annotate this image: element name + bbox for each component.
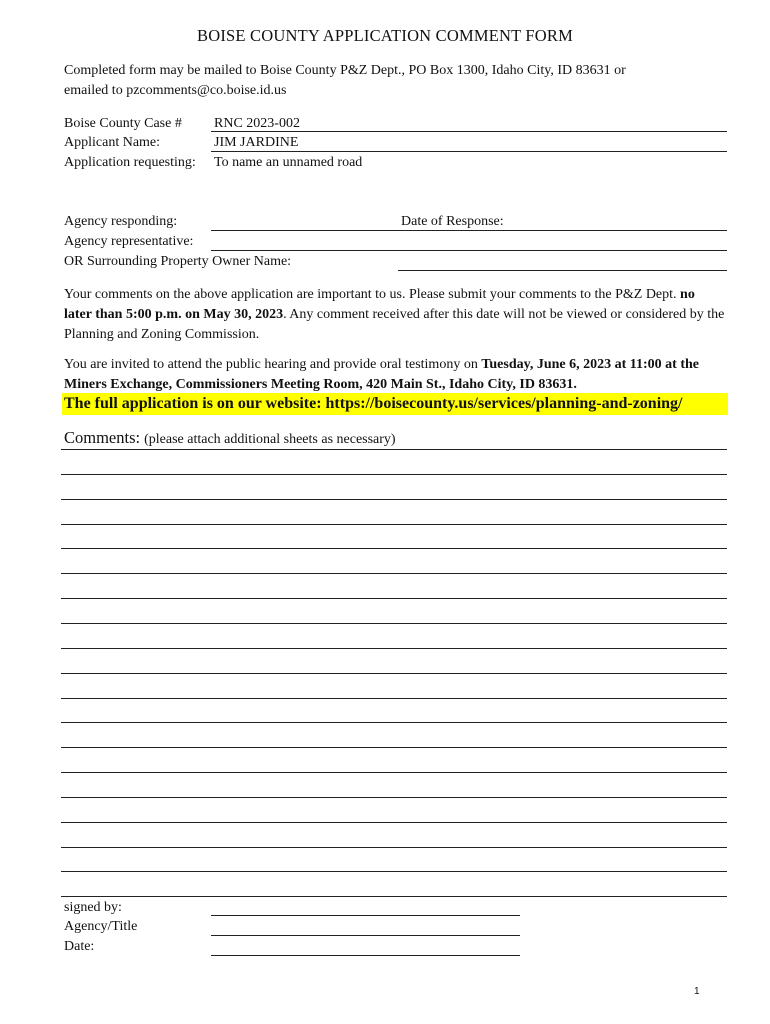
signature-date-field[interactable] (211, 955, 520, 956)
comment-line[interactable] (61, 847, 727, 848)
application-requesting-label: Application requesting: (64, 155, 196, 170)
comment-line[interactable] (61, 449, 727, 450)
comment-deadline: no later than 5:00 p.m. on May 30, 2023 (64, 287, 695, 322)
case-number-label: Boise County Case # (64, 116, 182, 131)
comment-line[interactable] (61, 871, 727, 872)
comments-subtitle: (please attach additional sheets as necessary) (144, 432, 396, 447)
signature-date-label: Date: (64, 939, 95, 954)
case-number-line (211, 131, 727, 132)
comment-line[interactable] (61, 623, 727, 624)
comment-deadline-notice: Your comments on the above application are important to us. Please submit your comments to the P&Z Dept. no later than 5:00 p.m. on May 30, 2023. Any comment received after this date will not be viewed or considered by the Planning and Zoning Commission. (64, 287, 725, 342)
comments-heading (64, 428, 396, 448)
comment-line[interactable] (61, 573, 727, 574)
comment-line[interactable] (61, 698, 727, 699)
instructions-line-1: Completed form may be mailed to Boise County P&Z Dept., PO Box 1300, Idaho City, ID 83631 or (64, 63, 626, 78)
website-link[interactable]: The full application is on our website: https://boisecounty.us/services/planning-and-zoning/ (64, 395, 683, 412)
instructions-line-2: emailed to pzcomments@co.boise.id.us (64, 83, 287, 98)
case-number-value: RNC 2023-002 (214, 116, 300, 131)
comment-line[interactable] (61, 648, 727, 649)
date-of-response-label: Date of Response: (401, 214, 504, 229)
website-banner (62, 393, 728, 415)
agency-title-label: Agency/Title (64, 919, 138, 934)
property-owner-field[interactable] (398, 270, 727, 271)
hearing-details: Tuesday, June 6, 2023 at 11:00 at the Miners Exchange, Commissioners Meeting Room, 420 Main St., Idaho City, ID 83631. (64, 357, 700, 392)
agency-responding-label: Agency responding: (64, 214, 178, 229)
agency-responding-field[interactable] (211, 230, 727, 231)
comment-line[interactable] (61, 797, 727, 798)
comment-line[interactable] (61, 673, 727, 674)
public-hearing-notice: You are invited to attend the public hearing and provide oral testimony on Tuesday, June 6, 2023 at 11:00 at the Miners Exchange, Commissioners Meeting Room, 420 Main St., Idaho City, ID 83631. (64, 357, 700, 392)
applicant-name-label: Applicant Name: (64, 135, 161, 150)
signed-by-label: signed by: (64, 900, 122, 915)
comment-line[interactable] (61, 598, 727, 599)
comment-line[interactable] (61, 499, 727, 500)
applicant-name-line (211, 151, 727, 152)
comment-line[interactable] (61, 747, 727, 748)
comment-line[interactable] (61, 722, 727, 723)
property-owner-label: OR Surrounding Property Owner Name: (64, 254, 292, 269)
applicant-name-value: JIM JARDINE (214, 135, 299, 150)
comment-line[interactable] (61, 822, 727, 823)
comment-line[interactable] (61, 896, 727, 897)
agency-title-field[interactable] (211, 935, 520, 936)
agency-representative-label: Agency representative: (64, 234, 194, 249)
agency-representative-field[interactable] (211, 250, 727, 251)
comment-line[interactable] (61, 772, 727, 773)
signed-by-field[interactable] (211, 915, 520, 916)
form-title: BOISE COUNTY APPLICATION COMMENT FORM (197, 26, 573, 45)
form-instructions (64, 61, 724, 101)
comment-line[interactable] (61, 474, 727, 475)
comment-line[interactable] (61, 548, 727, 549)
page-number: 1 (694, 986, 700, 997)
comment-line[interactable] (61, 524, 727, 525)
comments-title: Comments: (64, 428, 141, 447)
application-requesting-value: To name an unnamed road (214, 155, 363, 170)
